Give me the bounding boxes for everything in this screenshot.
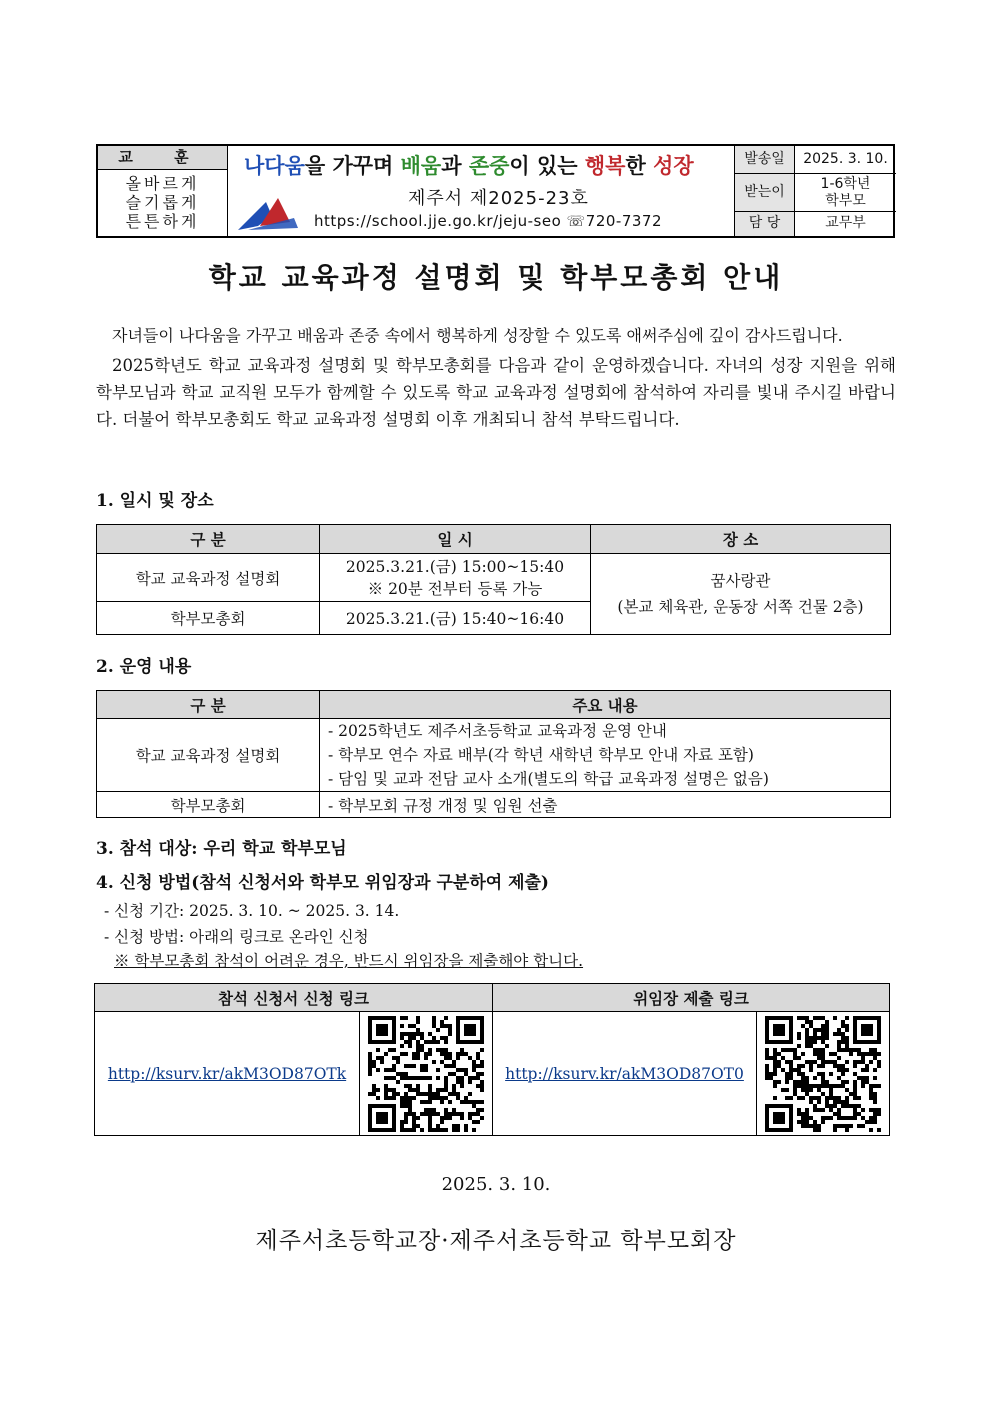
slogan-part: 존중	[468, 154, 510, 178]
slogan-part: 성장	[653, 154, 694, 178]
place-detail: (본교 체육관, 운동장 서쪽 건물 2층)	[617, 598, 864, 616]
page-title: 학교 교육과정 설명회 및 학부모총회 안내	[208, 261, 784, 294]
content-item: - 학부모 연수 자료 배부(각 학년 새학년 학부모 안내 자료 포함)	[328, 746, 754, 764]
footer-date: 2025. 3. 10.	[441, 1174, 551, 1195]
school-slogan	[244, 150, 694, 180]
row-name: 학교 교육과정 설명회	[97, 719, 320, 792]
application-period: - 신청 기간: 2025. 3. 10. ~ 2025. 3. 14.	[104, 902, 400, 920]
slogan-part: 나다움	[244, 154, 305, 178]
school-logo	[238, 196, 300, 232]
section-4-heading: 4. 신청 방법(참석 신청서와 학부모 위임장과 구분하여 제출)	[96, 873, 549, 893]
recipient-parents: 학부모	[825, 193, 866, 209]
attend-qr-code	[368, 1016, 484, 1132]
col-place: 장 소	[591, 525, 891, 554]
place-cell	[591, 554, 891, 635]
recipient-grades: 1-6학년	[820, 176, 871, 192]
col-content: 주요 내용	[320, 691, 891, 719]
proxy-note: ※ 학부모총회 참석이 어려운 경우, 반드시 위임장을 제출해야 합니다.	[114, 952, 584, 970]
motto-line: 슬기롭게	[125, 193, 200, 212]
attend-link-cell	[95, 1012, 360, 1136]
motto-line: 튼튼하게	[125, 212, 200, 231]
footer-signature: 제주서초등학교장·제주서초등학교 학부모회장	[255, 1228, 737, 1254]
attend-qr-cell	[360, 1012, 493, 1136]
letterhead	[96, 144, 895, 238]
charge-label: 담 당	[735, 212, 795, 236]
recipient-label: 받는이	[735, 174, 795, 211]
slogan-part: 배움	[400, 154, 442, 178]
school-url: https://school.jje.go.kr/jeju-seo ☏720-7372	[314, 212, 663, 230]
document-number: 제주서 제2025-23호	[408, 188, 589, 209]
program-table	[96, 690, 891, 818]
document-meta	[734, 146, 895, 236]
row-name: 학부모총회	[97, 602, 320, 635]
section-2-heading: 2. 운영 내용	[96, 657, 192, 677]
slogan-part: 행복	[584, 154, 626, 178]
session-time: 2025.3.21.(금) 15:00~15:40	[345, 557, 565, 576]
col-proxy-link: 위임장 제출 링크	[493, 984, 890, 1012]
row-datetime: 2025.3.21.(금) 15:40~16:40	[320, 602, 591, 635]
issue-date-row	[735, 146, 896, 174]
row-name: 학교 교육과정 설명회	[97, 554, 320, 602]
section-3-heading: 3. 참석 대상: 우리 학교 학부모님	[96, 839, 347, 859]
schedule-table	[96, 524, 891, 635]
motto-box	[98, 170, 228, 236]
section-1-heading: 1. 일시 및 장소	[96, 491, 214, 511]
charge-value: 교무부	[825, 215, 866, 231]
place-name: 꿈사랑관	[710, 572, 771, 590]
content-item: - 2025학년도 제주서초등학교 교육과정 운영 안내	[328, 722, 667, 740]
motto-title: 교 훈	[98, 146, 228, 170]
slogan-part: 과	[441, 154, 469, 178]
application-method: - 신청 방법: 아래의 링크로 온라인 신청	[104, 928, 369, 946]
issue-date-label: 발송일	[735, 146, 795, 173]
col-category: 구 분	[97, 691, 320, 719]
proxy-link[interactable]: http://ksurv.kr/akM3OD87OT0	[505, 1064, 744, 1083]
recipient-row	[735, 174, 896, 212]
col-category: 구 분	[97, 525, 320, 554]
proxy-qr-code	[765, 1016, 881, 1132]
row-content	[320, 719, 891, 792]
proxy-qr-cell	[757, 1012, 890, 1136]
row-content: - 학부모회 규정 개정 및 임원 선출	[320, 792, 891, 818]
row-name: 학부모총회	[97, 792, 320, 818]
col-attend-link: 참석 신청서 신청 링크	[95, 984, 493, 1012]
charge-row	[735, 212, 896, 236]
registration-note: ※ 20분 전부터 등록 가능	[367, 579, 543, 598]
row-datetime	[320, 554, 591, 602]
intro-paragraph-1: 자녀들이 나다움을 가꾸고 배움과 존중 속에서 행복하게 성장할 수 있도록 애써주심에 깊이 감사드립니다.	[112, 326, 843, 345]
slogan-part: 을 가꾸며	[304, 154, 401, 178]
attend-link[interactable]: http://ksurv.kr/akM3OD87OTk	[107, 1064, 347, 1083]
slogan-part: 한	[625, 154, 654, 178]
intro-paragraph-2: 2025학년도 학교 교육과정 설명회 및 학부모총회를 다음과 같이 운영하겠습니다. 자녀의 성장 지원을 위해 학부모님과 학교 교직원 모두가 함께할 수 있도록 학교 교육과정 설명회에 참석하여 자리를 빛내 주시길 바랍니다. 더불어 학부모총회도 학교 교육과정 설명회 이후 개최되니 참석 부탁드립니다.	[96, 356, 896, 429]
issue-date-value: 2025. 3. 10.	[803, 151, 888, 167]
slogan-part: 이 있는	[509, 154, 585, 178]
recipient-value	[795, 174, 896, 211]
proxy-link-cell	[493, 1012, 757, 1136]
col-datetime: 일 시	[320, 525, 591, 554]
link-table	[94, 983, 890, 1136]
motto-line: 올바르게	[125, 174, 200, 193]
content-item: - 담임 및 교과 전담 교사 소개(별도의 학급 교육과정 설명은 없음)	[328, 770, 769, 788]
